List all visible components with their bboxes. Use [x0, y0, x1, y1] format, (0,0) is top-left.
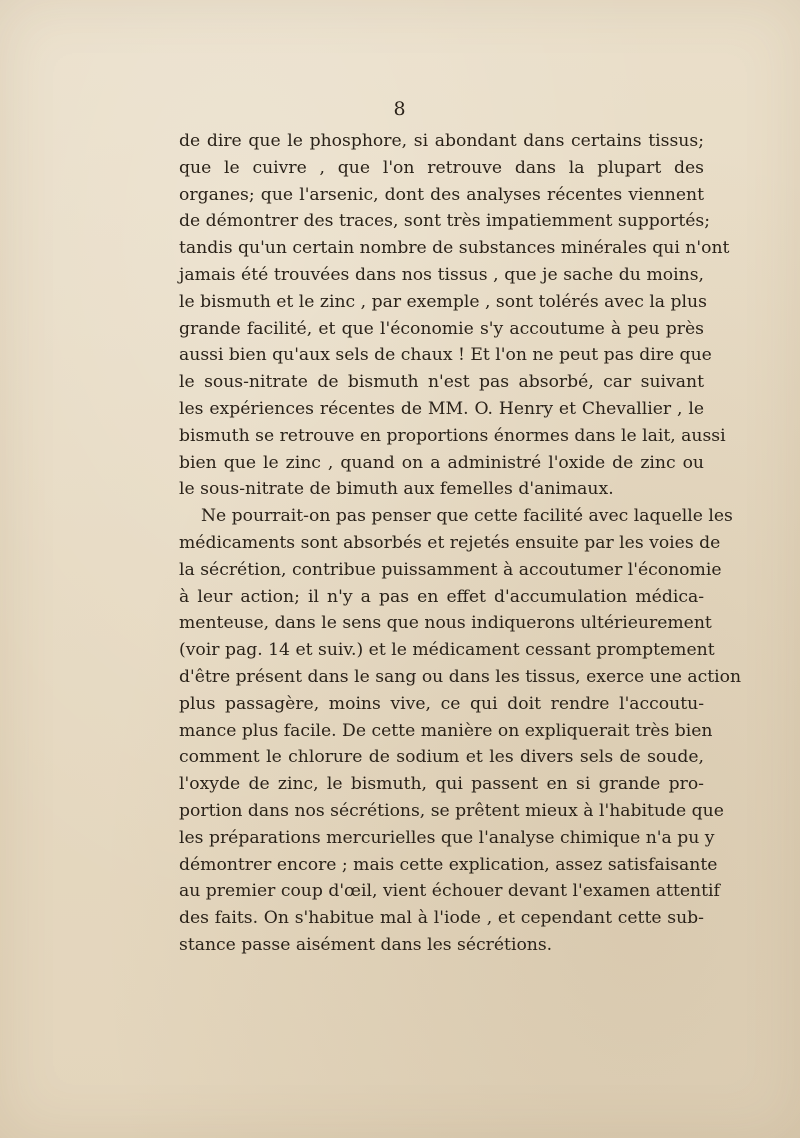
text-line: d'être présent dans le sang ou dans les tissus, exerce une action — [179, 666, 742, 687]
text-line: au premier coup d'œil, vient échouer devant l'examen attentif — [179, 881, 720, 902]
text-line: le sous-nitrate de bismuth n'est pas absorbé, car suivant — [179, 372, 704, 393]
text-line: le sous-nitrate de bimuth aux femelles d'animaux. — [179, 479, 614, 500]
text-line: (voir pag. 14 et suiv.) et le médicament cessant promptement — [179, 640, 715, 661]
text-line: les expériences récentes de MM. O. Henry et Chevallier , le — [179, 398, 704, 419]
text-line: l'oxyde de zinc, le bismuth, qui passent en si grande pro- — [179, 774, 704, 795]
page-number: 8 — [393, 98, 407, 120]
text-line: à leur action; il n'y a pas en effet d'accumulation médica- — [179, 586, 704, 607]
text-line: démontrer encore ; mais cette explication, assez satisfaisante — [179, 854, 718, 875]
text-line: les préparations mercurielles que l'analyse chimique n'a pu y — [179, 827, 715, 848]
text-line: de dire que le phosphore, si abondant dans certains tissus; — [179, 131, 704, 151]
text-line: menteuse, dans le sens que nous indiquerons ultérieurement — [179, 613, 712, 634]
text-line: mance plus facile. De cette manière on expliquerait très bien — [179, 720, 713, 741]
text-line: organes; que l'arsenic, dont des analyses récentes viennent — [179, 184, 704, 205]
paragraph-1 — [179, 128, 730, 503]
text-line: que le cuivre , que l'on retrouve dans la plupart des — [179, 157, 704, 178]
text-line: médicaments sont absorbés et rejetés ensuite par les voies de — [179, 532, 721, 553]
text-line: comment le chlorure de sodium et les divers sels de soude, — [179, 747, 704, 768]
text-line: le bismuth et le zinc , par exemple , sont tolérés avec la plus — [179, 291, 707, 312]
text-line: plus passagère, moins vive, ce qui doit rendre l'accoutu- — [179, 693, 704, 714]
text-line: aussi bien qu'aux sels de chaux ! Et l'on ne peut pas dire que — [179, 345, 712, 366]
text-line: de démontrer des traces, sont très impatiemment supportés; — [179, 211, 711, 232]
text-line: grande facilité, et que l'économie s'y accoutume à peu près — [179, 318, 704, 339]
text-line: jamais été trouvées dans nos tissus , que je sache du moins, — [179, 264, 704, 285]
text-line: la sécrétion, contribue puissamment à accoutumer l'économie — [179, 559, 722, 580]
text-line: portion dans nos sécrétions, se prêtent mieux à l'habitude que — [179, 800, 724, 821]
text-line: stance passe aisément dans les sécrétions. — [179, 934, 553, 955]
text-line: bismuth se retrouve en proportions énormes dans le lait, aussi — [179, 425, 726, 446]
text-line: bien que le zinc , quand on a administré l'oxide de zinc ou — [179, 452, 704, 473]
text-line: des faits. On s'habitue mal à l'iode , et cependant cette sub- — [179, 908, 704, 929]
text-line: tandis qu'un certain nombre de substances minérales qui n'ont — [179, 238, 730, 259]
paragraph-2 — [179, 503, 742, 959]
body-text — [179, 128, 742, 959]
text-line: Ne pourrait-on pas penser que cette facilité avec laquelle les — [201, 506, 733, 527]
